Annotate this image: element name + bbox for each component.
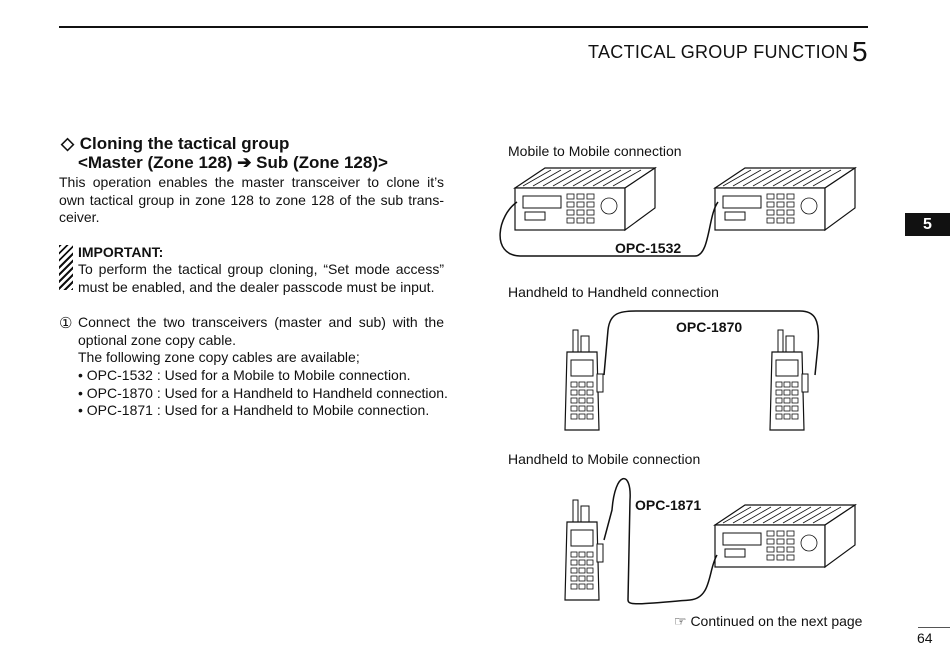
list-item: • OPC-1870 : Used for a Handheld to Handheld connection. <box>78 384 448 401</box>
step-text-line1: Connect the two transceivers (master and sub) with the optional zone copy cable. <box>78 314 444 348</box>
chapter-number: 5 <box>852 36 868 67</box>
handheld-transceiver-left <box>565 330 603 430</box>
important-text: To perform the tactical group cloning, “Set mode access” must be enabled, and the dealer passcode must be input. <box>78 261 444 295</box>
chapter-side-tab: 5 <box>905 213 950 236</box>
page-number: 64 <box>917 630 933 646</box>
step-text-line2: The following zone copy cables are available; <box>78 349 360 365</box>
cable-label-opc-1870: OPC-1870 <box>676 319 743 335</box>
cable-label-opc-1532: OPC-1532 <box>615 240 682 256</box>
figure-caption-handheld-mobile: Handheld to Mobile connection <box>508 451 701 467</box>
section-title-text: Cloning the tactical group <box>79 134 290 153</box>
list-item: • OPC-1532 : Used for a Mobile to Mobile connection. <box>78 367 411 383</box>
step-number: ① <box>59 315 73 332</box>
mobile-transceiver <box>715 505 855 567</box>
section-subtitle: <Master (Zone 128) ➔ Sub (Zone 128)> <box>78 153 388 172</box>
figure-caption-mobile-mobile: Mobile to Mobile connection <box>508 143 682 159</box>
mobile-transceiver-right <box>715 168 855 230</box>
important-heading: IMPORTANT: <box>78 244 164 260</box>
mobile-transceiver-left <box>515 168 655 230</box>
handheld-transceiver <box>565 500 603 600</box>
diamond-icon: ◇ <box>61 134 75 153</box>
continued-note: ☞ Continued on the next page <box>674 613 863 629</box>
cable-label-opc-1871: OPC-1871 <box>635 497 702 513</box>
handheld-transceiver-right <box>770 330 808 430</box>
list-item: • OPC-1871 : Used for a Handheld to Mobile connection. <box>78 402 430 418</box>
figure-caption-handheld-handheld: Handheld to Handheld connection <box>508 284 719 300</box>
chapter-title: TACTICAL GROUP FUNCTION <box>588 42 849 62</box>
intro-paragraph: This operation enables the master transceiver to clone it’s own tactical group in zone 128 to zone 128 of the sub trans-ceiver. <box>59 174 444 225</box>
footer-rule <box>918 627 950 628</box>
